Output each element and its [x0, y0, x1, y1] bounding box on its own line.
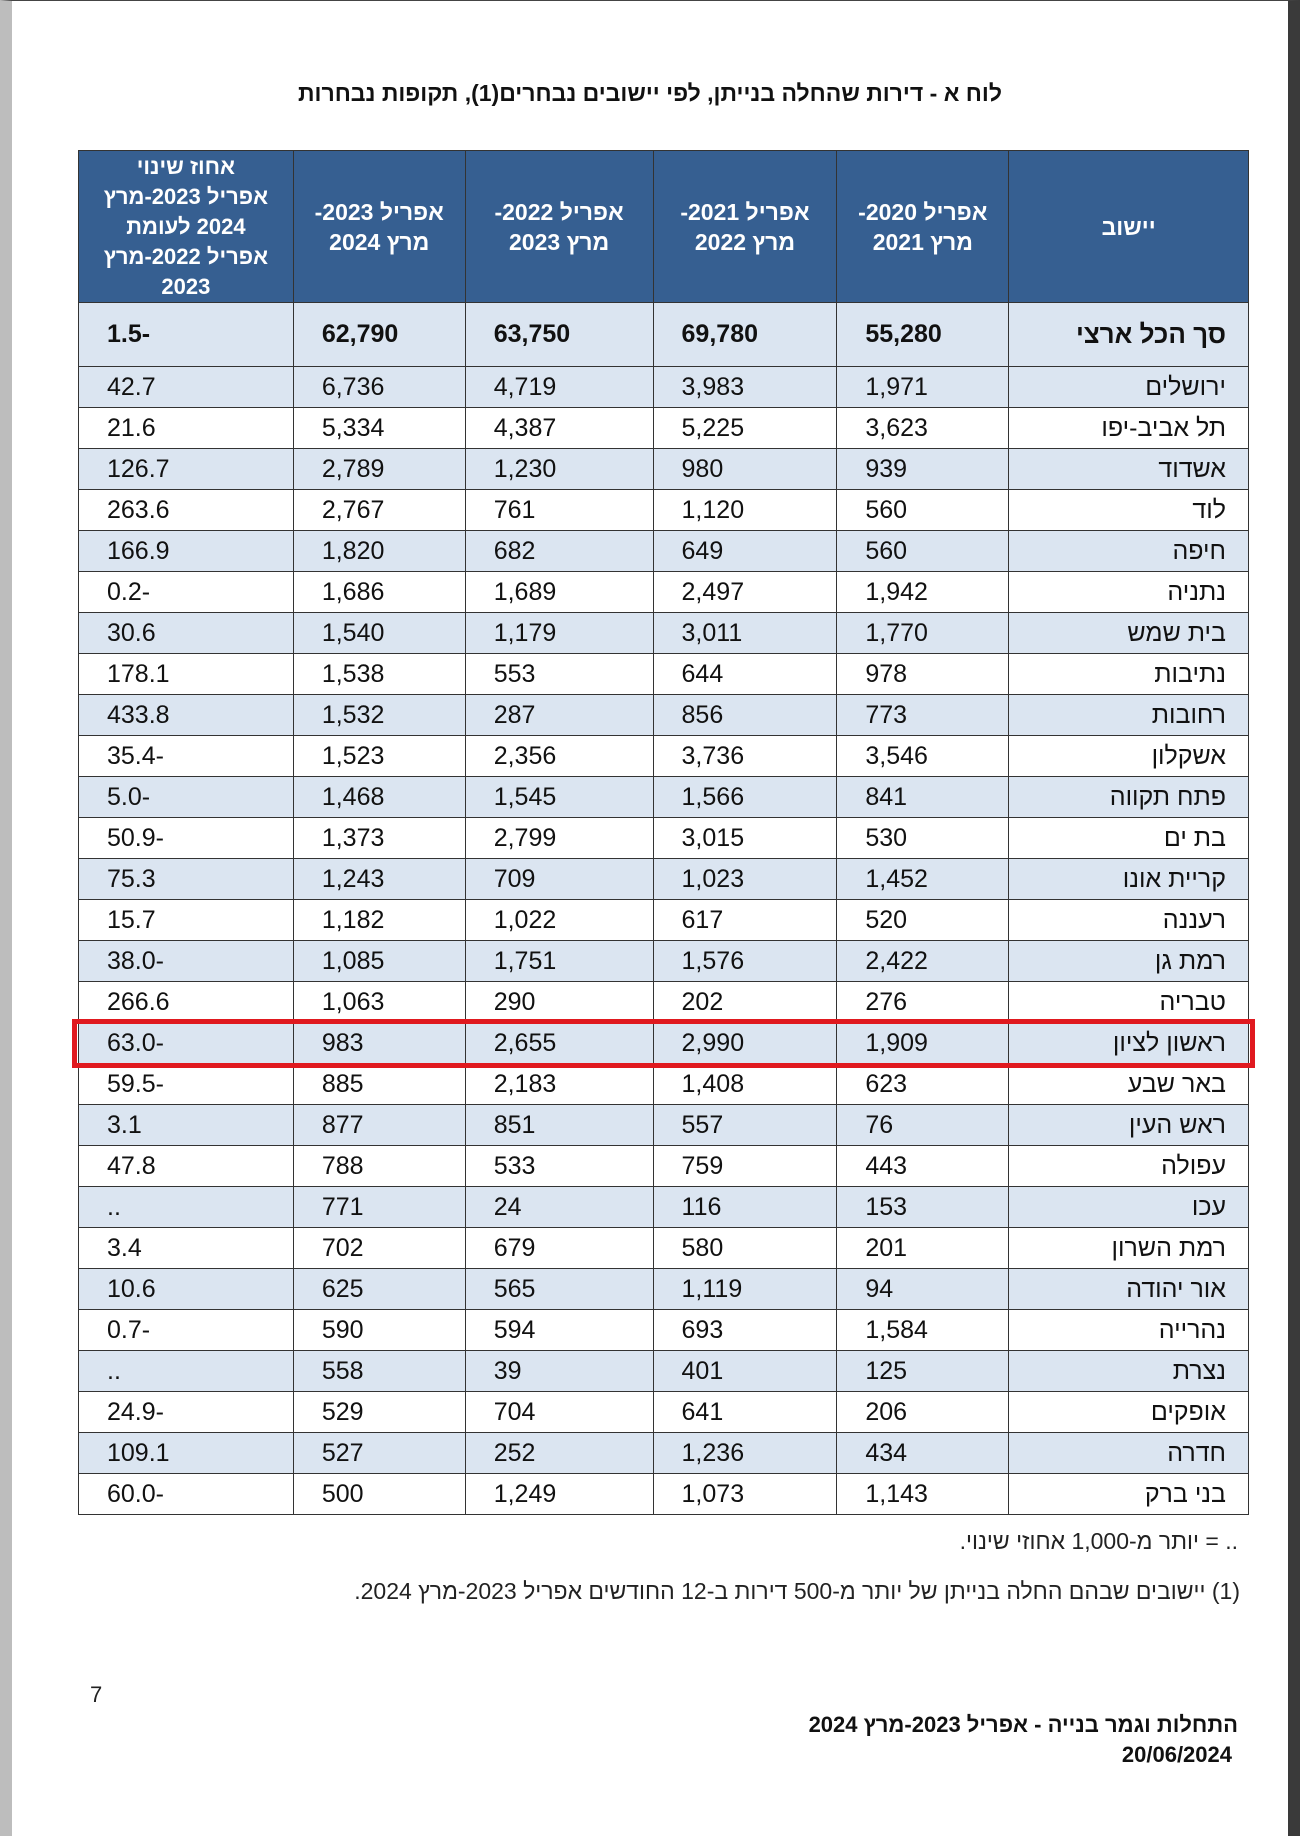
cell-p2021: 125	[837, 1351, 1009, 1392]
table-row	[79, 859, 1249, 900]
cell-p2023: 39	[465, 1351, 653, 1392]
table-row	[79, 613, 1249, 654]
cell-p2024: 1,243	[293, 859, 465, 900]
table-row	[79, 941, 1249, 982]
header-period-2024: אפריל 2023- מרץ 2024	[293, 151, 465, 303]
cell-p2021: 1,584	[837, 1310, 1009, 1351]
table-row	[79, 695, 1249, 736]
cell-p2021: 443	[837, 1146, 1009, 1187]
cell-town: נתניה	[1009, 572, 1249, 613]
cell-town: רמת גן	[1009, 941, 1249, 982]
cell-p2021: 206	[837, 1392, 1009, 1433]
table-row	[79, 1228, 1249, 1269]
table-row	[79, 1023, 1249, 1064]
cell-pct: -50.9	[79, 818, 294, 859]
cell-town: בני ברק	[1009, 1474, 1249, 1515]
cell-pct: -35.4	[79, 736, 294, 777]
cell-p2022: 3,011	[653, 613, 837, 654]
total-row	[79, 303, 1249, 367]
cell-p2023: 1,230	[465, 449, 653, 490]
cell-p2024: 5,334	[293, 408, 465, 449]
table-row	[79, 1433, 1249, 1474]
cell-p2022: 1,408	[653, 1064, 837, 1105]
cell-pct: 3.1	[79, 1105, 294, 1146]
total-p2024: 62,790	[293, 303, 465, 367]
cell-p2022: 644	[653, 654, 837, 695]
cell-p2023: 1,022	[465, 900, 653, 941]
cell-p2023: 1,689	[465, 572, 653, 613]
cell-p2023: 1,179	[465, 613, 653, 654]
cell-p2022: 3,736	[653, 736, 837, 777]
cell-town: רחובות	[1009, 695, 1249, 736]
cell-pct: ..	[79, 1187, 294, 1228]
cell-p2021: 520	[837, 900, 1009, 941]
table-title: לוח א - דירות שהחלה בנייתן, לפי יישובים נבחרים(1), תקופות נבחרות	[298, 80, 1002, 106]
table-row	[79, 777, 1249, 818]
cell-p2024: 1,538	[293, 654, 465, 695]
cell-p2024: 1,373	[293, 818, 465, 859]
cell-p2021: 978	[837, 654, 1009, 695]
cell-town: אופקים	[1009, 1392, 1249, 1433]
cell-p2022: 3,015	[653, 818, 837, 859]
cell-town: נתיבות	[1009, 654, 1249, 695]
total-p2021: 55,280	[837, 303, 1009, 367]
cell-p2021: 201	[837, 1228, 1009, 1269]
table-row	[79, 982, 1249, 1023]
cell-p2022: 1,120	[653, 490, 837, 531]
table-row	[79, 1392, 1249, 1433]
cell-p2021: 3,623	[837, 408, 1009, 449]
cell-p2021: 276	[837, 982, 1009, 1023]
table-row	[79, 367, 1249, 408]
total-pct: -1.5	[79, 303, 294, 367]
cell-town: נצרת	[1009, 1351, 1249, 1392]
cell-pct: -24.9	[79, 1392, 294, 1433]
cell-pct: ..	[79, 1351, 294, 1392]
cell-p2022: 1,236	[653, 1433, 837, 1474]
cell-town: תל אביב-יפו	[1009, 408, 1249, 449]
cell-pct: 47.8	[79, 1146, 294, 1187]
cell-p2023: 287	[465, 695, 653, 736]
cell-p2022: 1,023	[653, 859, 837, 900]
table-row	[79, 1105, 1249, 1146]
cell-p2024: 2,767	[293, 490, 465, 531]
table-row	[79, 408, 1249, 449]
cell-p2022: 1,566	[653, 777, 837, 818]
cell-pct: 42.7	[79, 367, 294, 408]
cell-p2021: 3,546	[837, 736, 1009, 777]
cell-p2021: 76	[837, 1105, 1009, 1146]
cell-pct: -63.0	[79, 1023, 294, 1064]
cell-p2021: 153	[837, 1187, 1009, 1228]
cell-p2023: 290	[465, 982, 653, 1023]
cell-pct: 126.7	[79, 449, 294, 490]
cell-p2024: 1,468	[293, 777, 465, 818]
cell-pct: -5.0	[79, 777, 294, 818]
cell-p2024: 788	[293, 1146, 465, 1187]
cell-p2024: 877	[293, 1105, 465, 1146]
cell-p2023: 1,545	[465, 777, 653, 818]
cell-pct: 263.6	[79, 490, 294, 531]
table-row	[79, 1310, 1249, 1351]
table-row	[79, 900, 1249, 941]
cell-p2023: 709	[465, 859, 653, 900]
note-footnote: (1) יישובים שבהם החלה בנייתן של יותר מ-500 דירות ב-12 החודשים אפריל 2023-מרץ 2024.	[354, 1578, 1240, 1604]
footer-date: 20/06/2024	[1121, 1742, 1232, 1767]
cell-p2022: 1,073	[653, 1474, 837, 1515]
cell-town: ראשון לציון	[1009, 1023, 1249, 1064]
cell-pct: 10.6	[79, 1269, 294, 1310]
table-row	[79, 531, 1249, 572]
cell-p2022: 401	[653, 1351, 837, 1392]
table-row	[79, 818, 1249, 859]
cell-p2024: 983	[293, 1023, 465, 1064]
cell-p2024: 1,085	[293, 941, 465, 982]
cell-p2023: 4,387	[465, 408, 653, 449]
cell-town: רמת השרון	[1009, 1228, 1249, 1269]
cell-p2023: 2,799	[465, 818, 653, 859]
cell-town: ירושלים	[1009, 367, 1249, 408]
page-number: 7	[90, 1682, 103, 1707]
cell-pct: 75.3	[79, 859, 294, 900]
cell-town: לוד	[1009, 490, 1249, 531]
cell-p2023: 565	[465, 1269, 653, 1310]
cell-pct: 266.6	[79, 982, 294, 1023]
cell-pct: -38.0	[79, 941, 294, 982]
cell-town: עפולה	[1009, 1146, 1249, 1187]
cell-town: חדרה	[1009, 1433, 1249, 1474]
cell-p2023: 2,183	[465, 1064, 653, 1105]
cell-town: בת ים	[1009, 818, 1249, 859]
cell-p2022: 2,990	[653, 1023, 837, 1064]
cell-p2024: 1,532	[293, 695, 465, 736]
table-row	[79, 572, 1249, 613]
cell-p2022: 3,983	[653, 367, 837, 408]
cell-pct: 433.8	[79, 695, 294, 736]
cell-town: חיפה	[1009, 531, 1249, 572]
cell-p2021: 623	[837, 1064, 1009, 1105]
cell-pct: 15.7	[79, 900, 294, 941]
total-town: סך הכל ארצי	[1009, 303, 1249, 367]
cell-p2022: 649	[653, 531, 837, 572]
cell-p2021: 1,143	[837, 1474, 1009, 1515]
cell-p2021: 560	[837, 490, 1009, 531]
cell-p2024: 625	[293, 1269, 465, 1310]
cell-p2023: 851	[465, 1105, 653, 1146]
cell-town: אשדוד	[1009, 449, 1249, 490]
cell-p2023: 2,655	[465, 1023, 653, 1064]
cell-p2021: 2,422	[837, 941, 1009, 982]
table-row	[79, 1351, 1249, 1392]
cell-p2022: 202	[653, 982, 837, 1023]
cell-p2023: 553	[465, 654, 653, 695]
note-change-legend: .. = יותר מ-1,000 אחוזי שינוי.	[959, 1528, 1238, 1554]
cell-p2023: 594	[465, 1310, 653, 1351]
cell-p2024: 500	[293, 1474, 465, 1515]
cell-p2022: 116	[653, 1187, 837, 1228]
header-town: יישוב	[1009, 151, 1249, 303]
cell-p2023: 682	[465, 531, 653, 572]
cell-town: ראש העין	[1009, 1105, 1249, 1146]
cell-p2023: 679	[465, 1228, 653, 1269]
cell-p2022: 617	[653, 900, 837, 941]
cell-p2023: 2,356	[465, 736, 653, 777]
header-percent-change: אחוז שינוי אפריל 2023-מרץ 2024 לעומת אפריל 2022-מרץ 2023	[79, 151, 294, 303]
cell-p2022: 641	[653, 1392, 837, 1433]
cell-p2022: 856	[653, 695, 837, 736]
footer-title: התחלות וגמר בנייה - אפריל 2023-מרץ 2024	[808, 1712, 1238, 1737]
cell-p2023: 252	[465, 1433, 653, 1474]
cell-p2022: 1,576	[653, 941, 837, 982]
cell-p2021: 1,942	[837, 572, 1009, 613]
cell-p2024: 1,523	[293, 736, 465, 777]
cell-town: עכו	[1009, 1187, 1249, 1228]
cell-pct: 178.1	[79, 654, 294, 695]
table-row	[79, 736, 1249, 777]
cell-pct: -0.2	[79, 572, 294, 613]
cell-town: רעננה	[1009, 900, 1249, 941]
cell-p2022: 557	[653, 1105, 837, 1146]
cell-p2024: 885	[293, 1064, 465, 1105]
cell-p2021: 773	[837, 695, 1009, 736]
cell-p2023: 533	[465, 1146, 653, 1187]
cell-p2024: 771	[293, 1187, 465, 1228]
header-row	[79, 151, 1249, 303]
cell-p2022: 580	[653, 1228, 837, 1269]
table-row	[79, 1064, 1249, 1105]
cell-p2021: 1,452	[837, 859, 1009, 900]
total-p2022: 69,780	[653, 303, 837, 367]
cell-pct: -60.0	[79, 1474, 294, 1515]
cell-p2024: 1,063	[293, 982, 465, 1023]
total-p2023: 63,750	[465, 303, 653, 367]
table-row	[79, 654, 1249, 695]
table-row	[79, 1269, 1249, 1310]
cell-p2024: 529	[293, 1392, 465, 1433]
cell-p2021: 434	[837, 1433, 1009, 1474]
cell-p2021: 939	[837, 449, 1009, 490]
cell-p2023: 704	[465, 1392, 653, 1433]
cell-p2023: 4,719	[465, 367, 653, 408]
cell-p2023: 1,249	[465, 1474, 653, 1515]
cell-p2022: 5,225	[653, 408, 837, 449]
table-row	[79, 1187, 1249, 1228]
cell-p2022: 980	[653, 449, 837, 490]
cell-p2024: 590	[293, 1310, 465, 1351]
cell-p2021: 1,770	[837, 613, 1009, 654]
cell-p2024: 2,789	[293, 449, 465, 490]
cell-p2021: 1,971	[837, 367, 1009, 408]
header-period-2023: אפריל 2022- מרץ 2023	[465, 151, 653, 303]
cell-p2022: 693	[653, 1310, 837, 1351]
cell-p2022: 759	[653, 1146, 837, 1187]
cell-p2023: 1,751	[465, 941, 653, 982]
cell-p2021: 841	[837, 777, 1009, 818]
cell-pct: -59.5	[79, 1064, 294, 1105]
cell-pct: -0.7	[79, 1310, 294, 1351]
header-period-2022: אפריל 2021- מרץ 2022	[653, 151, 837, 303]
header-period-2021: אפריל 2020- מרץ 2021	[837, 151, 1009, 303]
cell-town: אור יהודה	[1009, 1269, 1249, 1310]
cell-p2023: 24	[465, 1187, 653, 1228]
cell-p2024: 1,182	[293, 900, 465, 941]
cell-p2021: 94	[837, 1269, 1009, 1310]
cell-p2022: 2,497	[653, 572, 837, 613]
cell-town: נהרייה	[1009, 1310, 1249, 1351]
cell-p2024: 1,540	[293, 613, 465, 654]
cell-pct: 30.6	[79, 613, 294, 654]
cell-p2024: 558	[293, 1351, 465, 1392]
cell-town: אשקלון	[1009, 736, 1249, 777]
table-row	[79, 1474, 1249, 1515]
cell-pct: 109.1	[79, 1433, 294, 1474]
cell-p2021: 560	[837, 531, 1009, 572]
cell-pct: 21.6	[79, 408, 294, 449]
cell-town: טבריה	[1009, 982, 1249, 1023]
cell-p2024: 6,736	[293, 367, 465, 408]
cell-p2024: 702	[293, 1228, 465, 1269]
table-row	[79, 449, 1249, 490]
cell-p2021: 1,909	[837, 1023, 1009, 1064]
cell-p2024: 527	[293, 1433, 465, 1474]
cell-town: באר שבע	[1009, 1064, 1249, 1105]
cell-p2024: 1,686	[293, 572, 465, 613]
cell-town: פתח תקווה	[1009, 777, 1249, 818]
cell-p2023: 761	[465, 490, 653, 531]
cell-p2024: 1,820	[293, 531, 465, 572]
data-table	[78, 150, 1249, 1515]
table-row	[79, 1146, 1249, 1187]
cell-p2021: 530	[837, 818, 1009, 859]
cell-town: בית שמש	[1009, 613, 1249, 654]
cell-p2022: 1,119	[653, 1269, 837, 1310]
table-row	[79, 490, 1249, 531]
cell-town: קריית אונו	[1009, 859, 1249, 900]
cell-pct: 166.9	[79, 531, 294, 572]
cell-pct: 3.4	[79, 1228, 294, 1269]
